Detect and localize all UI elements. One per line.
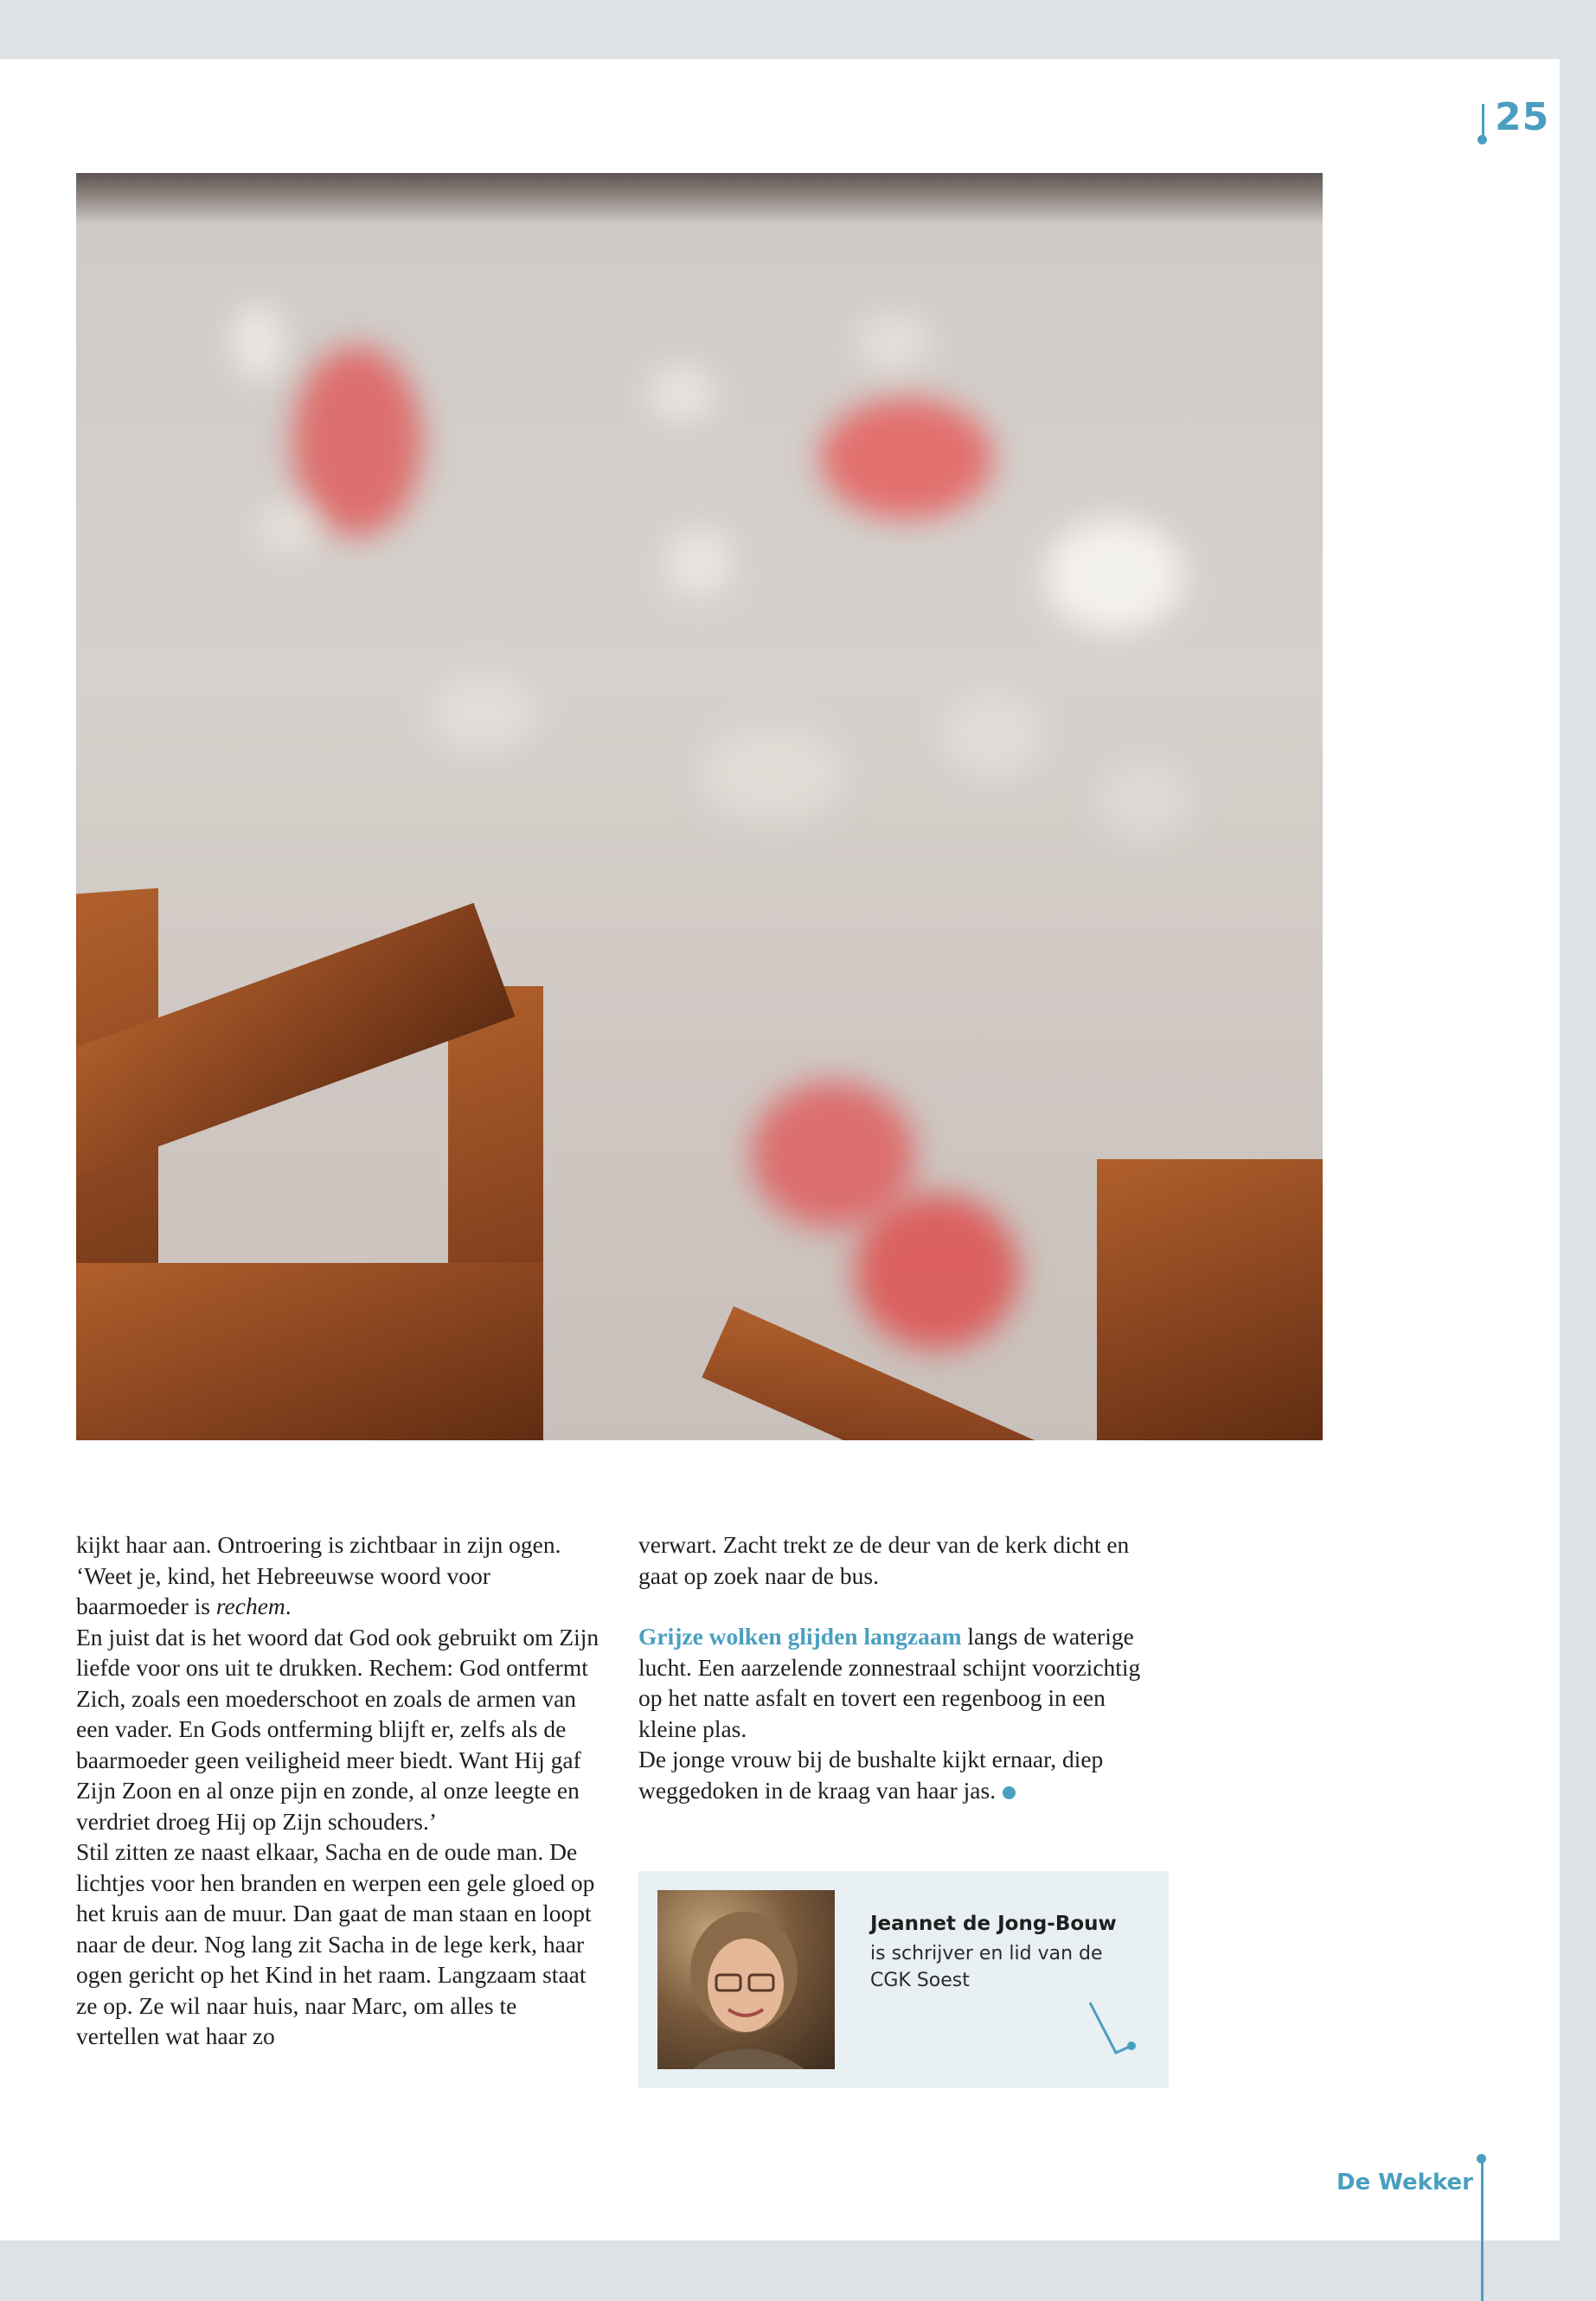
article-paragraph: Grijze wolken glijden langzaam langs de waterige lucht. Een aarzelende zonnestraal schijnt voorzichtig op het natte asfalt en tovert een regenboog in een kleine plas. <box>638 1623 1141 1742</box>
page-number-dot <box>1477 135 1487 144</box>
article-paragraph: verwart. Zacht trekt ze de deur van de kerk dicht en gaat op zoek naar de bus. <box>638 1531 1130 1589</box>
pen-stroke-icon <box>1088 2001 1140 2061</box>
end-mark-icon <box>1003 1786 1016 1799</box>
footer-rule <box>1481 2160 1484 2301</box>
article-paragraph: De jonge vrouw bij de bushalte kijkt ernaar, diep weggedoken in de kraag van haar jas. <box>638 1746 1104 1804</box>
page-number: 25 <box>1495 95 1550 139</box>
author-bio: is schrijver en lid van de CGK Soest <box>870 1943 1103 1991</box>
magazine-brand: De Wekker <box>1336 2170 1473 2195</box>
article-paragraph: kijkt haar aan. Ontroering is zichtbaar in zijn ogen. ‘Weet je, kind, het Hebreeuwse woord voor baarmoeder is rechem. <box>76 1531 561 1619</box>
author-box <box>638 1871 1169 2088</box>
author-photo <box>657 1890 835 2069</box>
article-paragraph: En juist dat is het woord dat God ook gebruikt om Zijn liefde voor ons uit te drukken. Rechem: God ontfermt Zich, zoals een moederschoot en zoals de armen van een vader. En Gods ontferming blijft er, zelfs als de baarmoeder geen veiligheid meer biedt. Want Hij gaf Zijn Zoon en al onze pijn en zonde, al onze leegte en verdriet droeg Hij op Zijn schouders.’ <box>76 1623 599 1835</box>
author-name: Jeannet de Jong-Bouw <box>870 1913 1117 1935</box>
article-column-right <box>638 1529 1166 1805</box>
article-paragraph: Stil zitten ze naast elkaar, Sacha en de oude man. De lichtjes voor hen branden en werpen een gele gloed op het kruis aan de muur. Dan gaat de man staan en loopt naar de deur. Nog lang zit Sacha in de lege kerk, haar ogen gericht op het Kind in het raam. Langzaam staat ze op. Ze wil naar huis, naar Marc, om alles te vertellen wat haar zo <box>76 1838 595 2049</box>
footer-dot <box>1477 2154 1486 2163</box>
article-column-left <box>76 1529 604 2052</box>
article-photo <box>76 173 1323 1440</box>
lead-in-text: Grijze wolken glijden langzaam <box>638 1623 962 1650</box>
photo-beam <box>76 173 1323 225</box>
